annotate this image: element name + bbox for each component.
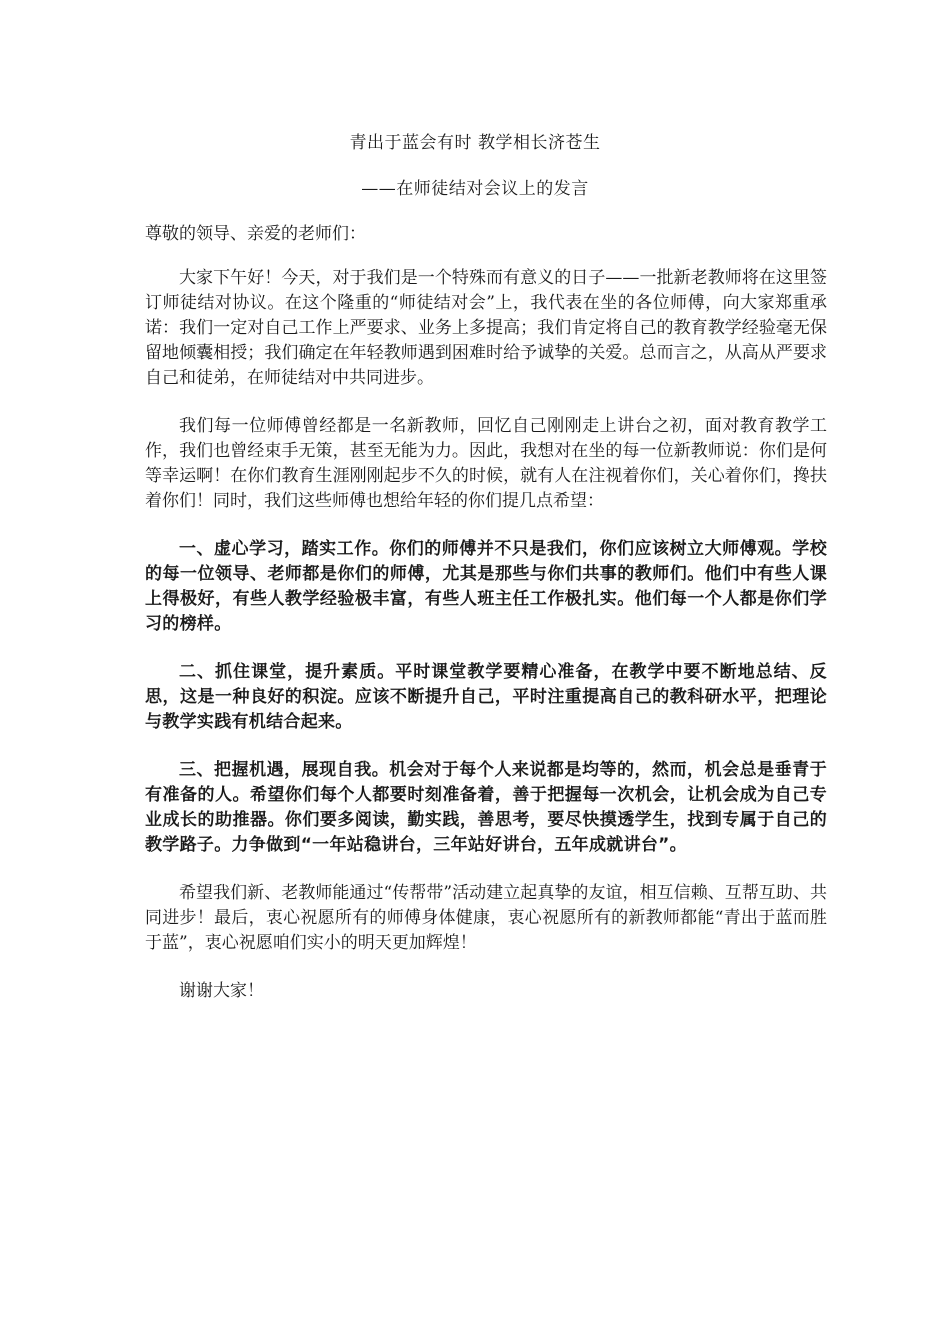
closing-thanks: 谢谢大家！: [179, 981, 264, 1001]
document-title: 青出于蓝会有时 教学相长济苍生: [349, 133, 601, 153]
salutation: 尊敬的领导、亲爱的老师们：: [145, 224, 366, 244]
document-subtitle: ——在师徒结对会议上的发言: [361, 179, 589, 199]
paragraph-greeting: 大家下午好！今天，对于我们是一个特殊而有意义的日子——一批新老教师将在这里签订师徒结对协议。在这个隆重的“师徒结对会”上，我代表在坐的各位师傅，向大家郑重承诺：我们一定对自己工作上严要求、业务上多提高；我们肯定将自己的教育教学经验毫无保留地倾囊相授；我们确定在年轻教师遇到困难时给予诚挚的关爱。总而言之，从高从严要求自己和徒弟，在师徒结对中共同进步。: [145, 268, 827, 388]
paragraph-hope-two: 二、抓住课堂，提升素质。平时课堂教学要精心准备，在教学中要不断地总结、反思，这是一种良好的积淀。应该不断提升自己，平时注重提高自己的教科研水平，把理论与教学实践有机结合起来。: [145, 662, 827, 732]
document-body: [145, 222, 827, 1004]
paragraph-hopes-intro: 我们每一位师傅曾经都是一名新教师，回忆自己刚刚走上讲台之初，面对教育教学工作，我们也曾经束手无策，甚至无能为力。因此，我想对在坐的每一位新教师说：你们是何等幸运啊！在你们教育生涯刚刚起步不久的时候，就有人在注视着你们，关心着你们，搀扶着你们！同时，我们这些师傅也想给年轻的你们提几点希望：: [145, 416, 827, 511]
paragraph-hope-one: 一、虚心学习，踏实工作。你们的师傅并不只是我们，你们应该树立大师傅观。学校的每一位领导、老师都是你们的师傅，尤其是那些与你们共事的教师们。他们中有些人课上得极好，有些人教学经验极丰富，有些人班主任工作极扎实。他们每一个人都是你们学习的榜样。: [145, 539, 827, 634]
paragraph-hope-three: 三、把握机遇，展现自我。机会对于每个人来说都是均等的，然而，机会总是垂青于有准备的人。希望你们每个人都要时刻准备着，善于把握每一次机会，让机会成为自己专业成长的助推器。你们要多阅读，勤实践，善思考，要尽快摸透学生，找到专属于自己的教学路子。力争做到“一年站稳讲台，三年站好讲台，五年成就讲台”。: [145, 760, 827, 855]
paragraph-wishes: 希望我们新、老教师能通过“传帮带”活动建立起真挚的友谊，相互信赖、互帮互助、共同进步！最后，衷心祝愿所有的师傅身体健康，衷心祝愿所有的新教师都能“青出于蓝而胜于蓝”，衷心祝愿咱们实小的明天更加辉煌！: [145, 883, 827, 953]
